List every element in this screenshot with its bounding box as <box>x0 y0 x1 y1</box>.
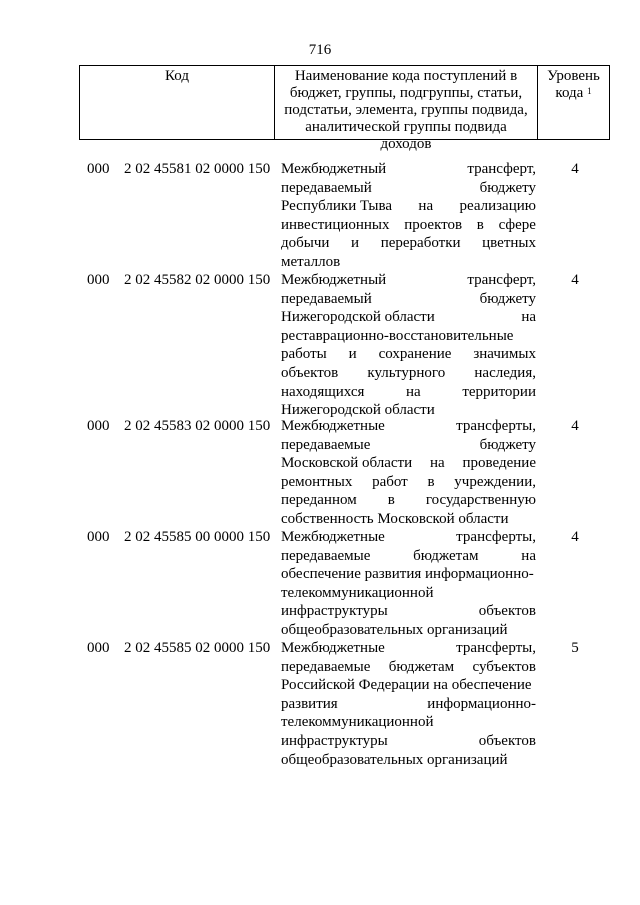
name-word: передаваемый <box>281 179 372 196</box>
name-word: передаваемые <box>281 547 371 564</box>
name-word: общеобразовательных организаций <box>281 751 508 768</box>
name-word: бюджетам <box>388 658 455 675</box>
name-line <box>281 197 536 216</box>
name-word: трансферты, <box>456 640 536 656</box>
name-word: передаваемые <box>281 658 371 675</box>
name-word: телекоммуникационной <box>281 584 434 601</box>
header-name-line: подстатьи, элемента, группы подвида, <box>284 102 528 118</box>
income-name <box>281 417 536 529</box>
name-word: сохранение <box>378 346 452 363</box>
name-word: работы <box>281 346 327 363</box>
name-word: телекоммуникационной <box>281 714 434 731</box>
name-line <box>281 621 536 640</box>
name-word: общеобразовательных организаций <box>281 621 508 638</box>
name-word: добычи <box>281 235 330 252</box>
name-word: находящихся <box>281 383 365 400</box>
page-number: 716 <box>308 42 332 58</box>
name-word: субъектов <box>472 658 536 675</box>
name-line <box>281 713 536 732</box>
name-line <box>281 234 536 253</box>
name-line <box>281 658 536 677</box>
name-word: на <box>406 383 421 400</box>
name-line <box>281 216 536 235</box>
name-word: Республики Тыва <box>281 198 393 215</box>
name-line <box>281 327 536 346</box>
name-word: Межбюджетные <box>281 418 385 434</box>
table-row <box>0 160 640 272</box>
name-word: реализацию <box>459 198 536 215</box>
name-line <box>281 364 536 383</box>
admin-code: 000 <box>87 529 110 545</box>
name-word: наследия, <box>474 364 536 381</box>
table-row <box>0 271 640 420</box>
header-level-line2 <box>538 85 609 102</box>
admin-code: 000 <box>87 418 110 434</box>
name-word: бюджету <box>479 436 536 453</box>
name-word: объектов <box>281 364 339 381</box>
name-line <box>281 695 536 714</box>
name-line <box>281 253 536 272</box>
code-level: 5 <box>571 640 579 656</box>
name-word: переданном <box>281 492 357 509</box>
name-word: Межбюджетный <box>281 161 387 177</box>
table-row <box>0 639 640 769</box>
header-level <box>538 66 610 139</box>
name-word: государственную <box>425 492 536 509</box>
name-word: трансферт, <box>467 161 536 177</box>
name-word: обеспечение развития информационно- <box>281 566 534 583</box>
code-level: 4 <box>571 529 579 545</box>
name-word: на <box>521 547 536 564</box>
header-name-line: бюджет, группы, подгруппы, статьи, <box>289 85 523 101</box>
name-word: в <box>476 216 484 233</box>
name-word: трансферт, <box>467 272 536 288</box>
name-word: инфраструктуры <box>281 732 388 749</box>
name-word: проектов <box>404 216 463 233</box>
name-word: и <box>351 235 360 252</box>
name-word: бюджету <box>479 290 536 307</box>
name-word: Российской Федерации на обеспечение <box>281 677 532 694</box>
name-word: объектов <box>478 603 536 620</box>
name-line <box>281 383 536 402</box>
income-name <box>281 271 536 420</box>
name-word: территории <box>462 383 536 400</box>
name-line <box>281 639 536 658</box>
name-line <box>281 290 536 309</box>
code-level: 4 <box>571 272 579 288</box>
income-code: 2 02 45583 02 0000 150 <box>124 418 271 434</box>
income-code: 2 02 45582 02 0000 150 <box>124 272 271 288</box>
name-line <box>281 491 536 510</box>
name-word: трансферты, <box>456 529 536 545</box>
name-line <box>281 454 536 473</box>
name-word: работ <box>372 473 408 490</box>
name-word: объектов <box>478 732 536 749</box>
header-name-line: аналитической группы подвида доходов <box>305 119 507 152</box>
name-word: на <box>429 455 445 472</box>
header-name <box>275 66 538 152</box>
income-code: 2 02 45585 00 0000 150 <box>124 529 271 545</box>
name-line <box>281 271 536 290</box>
name-word: собственность Московской области <box>281 510 509 527</box>
name-word: передаваемые <box>281 436 371 453</box>
table-header <box>79 65 610 152</box>
name-line <box>281 417 536 436</box>
admin-code: 000 <box>87 640 110 656</box>
name-line <box>281 547 536 566</box>
income-code: 2 02 45585 02 0000 150 <box>124 640 271 656</box>
footnote-mark: 1 <box>587 86 592 96</box>
name-word: на <box>521 309 536 326</box>
name-line <box>281 345 536 364</box>
admin-code: 000 <box>87 161 110 177</box>
name-word: Нижегородской области <box>281 402 435 419</box>
name-line <box>281 676 536 695</box>
name-word: бюджетам <box>413 547 479 564</box>
name-word: цветных <box>482 235 536 252</box>
table-row <box>0 528 640 640</box>
income-name <box>281 528 536 640</box>
header-code-label: Код <box>165 68 189 84</box>
name-word: проведение <box>462 455 536 472</box>
code-level: 4 <box>571 161 579 177</box>
name-line <box>281 565 536 584</box>
name-word: и <box>348 346 357 363</box>
name-word: Межбюджетные <box>281 529 385 545</box>
name-word: ремонтных <box>281 473 353 490</box>
income-name <box>281 639 536 769</box>
admin-code: 000 <box>87 272 110 288</box>
name-line <box>281 584 536 603</box>
name-word: сфере <box>498 216 536 233</box>
header-code <box>79 66 275 139</box>
name-word: инвестиционных <box>281 216 390 233</box>
name-line <box>281 308 536 327</box>
header-level-line: Уровень <box>547 68 600 84</box>
name-word: инфраструктуры <box>281 603 388 620</box>
name-line <box>281 473 536 492</box>
name-word: в <box>387 492 395 509</box>
name-word: развития <box>281 695 338 712</box>
name-word: Московской области <box>281 455 413 472</box>
name-word: Межбюджетные <box>281 640 385 656</box>
name-word: значимых <box>473 346 536 363</box>
table-row <box>0 417 640 529</box>
code-level: 4 <box>571 418 579 434</box>
name-word: передаваемый <box>281 290 372 307</box>
name-line <box>281 751 536 770</box>
name-word: информационно- <box>427 695 536 712</box>
name-word: учреждении, <box>454 473 536 490</box>
name-word: реставрационно-восстановительные <box>281 327 514 344</box>
header-level-word: кода <box>555 85 584 101</box>
name-word: металлов <box>281 253 341 270</box>
name-word: на <box>418 198 434 215</box>
income-code: 2 02 45581 02 0000 150 <box>124 161 271 177</box>
name-line <box>281 160 536 179</box>
name-line <box>281 602 536 621</box>
name-word: в <box>427 473 435 490</box>
name-word: Межбюджетный <box>281 272 387 288</box>
name-word: бюджету <box>479 179 536 196</box>
header-name-line: Наименование кода поступлений в <box>294 68 518 84</box>
name-line <box>281 179 536 198</box>
name-word: переработки <box>380 235 461 252</box>
name-line <box>281 436 536 455</box>
name-line <box>281 732 536 751</box>
name-word: культурного <box>367 364 446 381</box>
name-line <box>281 510 536 529</box>
income-name <box>281 160 536 272</box>
name-word: трансферты, <box>456 418 536 434</box>
name-line <box>281 528 536 547</box>
name-word: Нижегородской области <box>281 309 435 326</box>
